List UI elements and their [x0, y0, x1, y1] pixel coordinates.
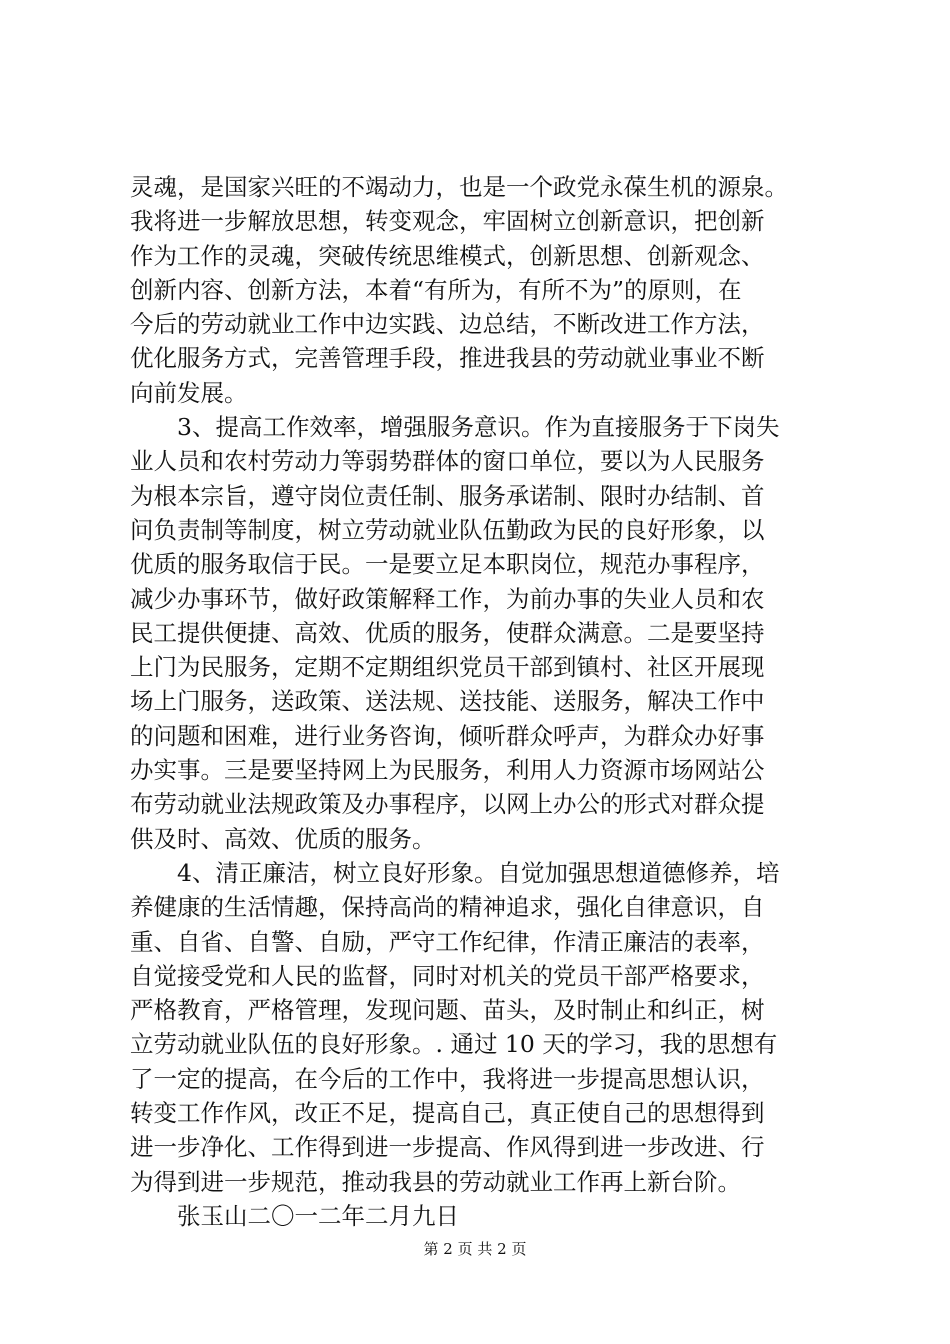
text-line: 创新内容、创新方法，本着“有所为，有所不为”的原则，在 — [130, 275, 742, 304]
text-line: 养健康的生活情趣，保持高尚的精神追求，强化自律意识，自 — [130, 893, 765, 922]
text-line: 重、自省、自警、自励，严守工作纪律，作清正廉洁的表率， — [130, 927, 765, 956]
paragraph-start-line: 3、提高工作效率，增强服务意识。作为直接服务于下岗失 — [177, 413, 780, 442]
text-line: 自觉接受党和人民的监督，同时对机关的党员干部严格要求， — [130, 961, 765, 990]
text-line: 向前发展。 — [130, 378, 248, 407]
text-line: 灵魂，是国家兴旺的不竭动力，也是一个政党永葆生机的源泉。 — [130, 173, 788, 201]
text-line: 民工提供便捷、高效、优质的服务，使群众满意。二是要坚持 — [130, 618, 765, 647]
text-line: 我将进一步解放思想，转变观念，牢固树立创新意识，把创新 — [130, 207, 765, 236]
text-line: 为得到进一步规范，推动我县的劳动就业工作再上新台阶。 — [130, 1167, 741, 1196]
text-line: 场上门服务，送政策、送法规、送技能、送服务，解决工作中 — [130, 687, 765, 716]
text-line: 转变工作作风，改正不足，提高自己，真正使自己的思想得到 — [130, 1099, 765, 1128]
text-line: 问负责制等制度，树立劳动就业队伍勤政为民的良好形象，以 — [130, 515, 765, 544]
text-line: 立劳动就业队伍的良好形象。. 通过 10 天的学习，我的思想有 — [130, 1030, 778, 1059]
text-line: 的问题和困难，进行业务咨询，倾听群众呼声，为群众办好事 — [130, 721, 765, 750]
text-line: 业人员和农村劳动力等弱势群体的窗口单位，要以为人民服务 — [130, 447, 765, 476]
text-line: 优化服务方式，完善管理手段，推进我县的劳动就业事业不断 — [130, 344, 765, 373]
text-line: 作为工作的灵魂，突破传统思维模式，创新思想、创新观念、 — [130, 241, 765, 270]
text-line: 办实事。三是要坚持网上为民服务，利用人力资源市场网站公 — [130, 756, 765, 785]
text-line: 了一定的提高，在今后的工作中，我将进一步提高思想认识， — [130, 1064, 765, 1093]
text-line: 严格教育，严格管理，发现问题、苗头，及时制止和纠正，树 — [130, 996, 765, 1025]
signature-date-line: 张玉山二〇一二年二月九日 — [177, 1201, 459, 1230]
text-line: 优质的服务取信于民。一是要立足本职岗位，规范办事程序， — [130, 550, 765, 579]
text-line: 进一步净化、工作得到进一步提高、作风得到进一步改进、行 — [130, 1133, 765, 1162]
page-number-footer: 第 2 页 共 2 页 — [423, 1240, 527, 1258]
text-line: 为根本宗旨，遵守岗位责任制、服务承诺制、限时办结制、首 — [130, 481, 765, 510]
paragraph-start-line: 4、清正廉洁，树立良好形象。自觉加强思想道德修养，培 — [177, 858, 780, 887]
text-line: 今后的劳动就业工作中边实践、边总结，不断改进工作方法， — [130, 310, 765, 339]
document-body — [130, 170, 830, 1233]
text-line: 布劳动就业法规政策及办事程序，以网上办公的形式对群众提 — [130, 790, 765, 819]
text-line: 减少办事环节，做好政策解释工作，为前办事的失业人员和农 — [130, 584, 765, 613]
text-line: 供及时、高效、优质的服务。 — [130, 824, 436, 853]
text-line: 上门为民服务，定期不定期组织党员干部到镇村、社区开展现 — [130, 653, 765, 682]
